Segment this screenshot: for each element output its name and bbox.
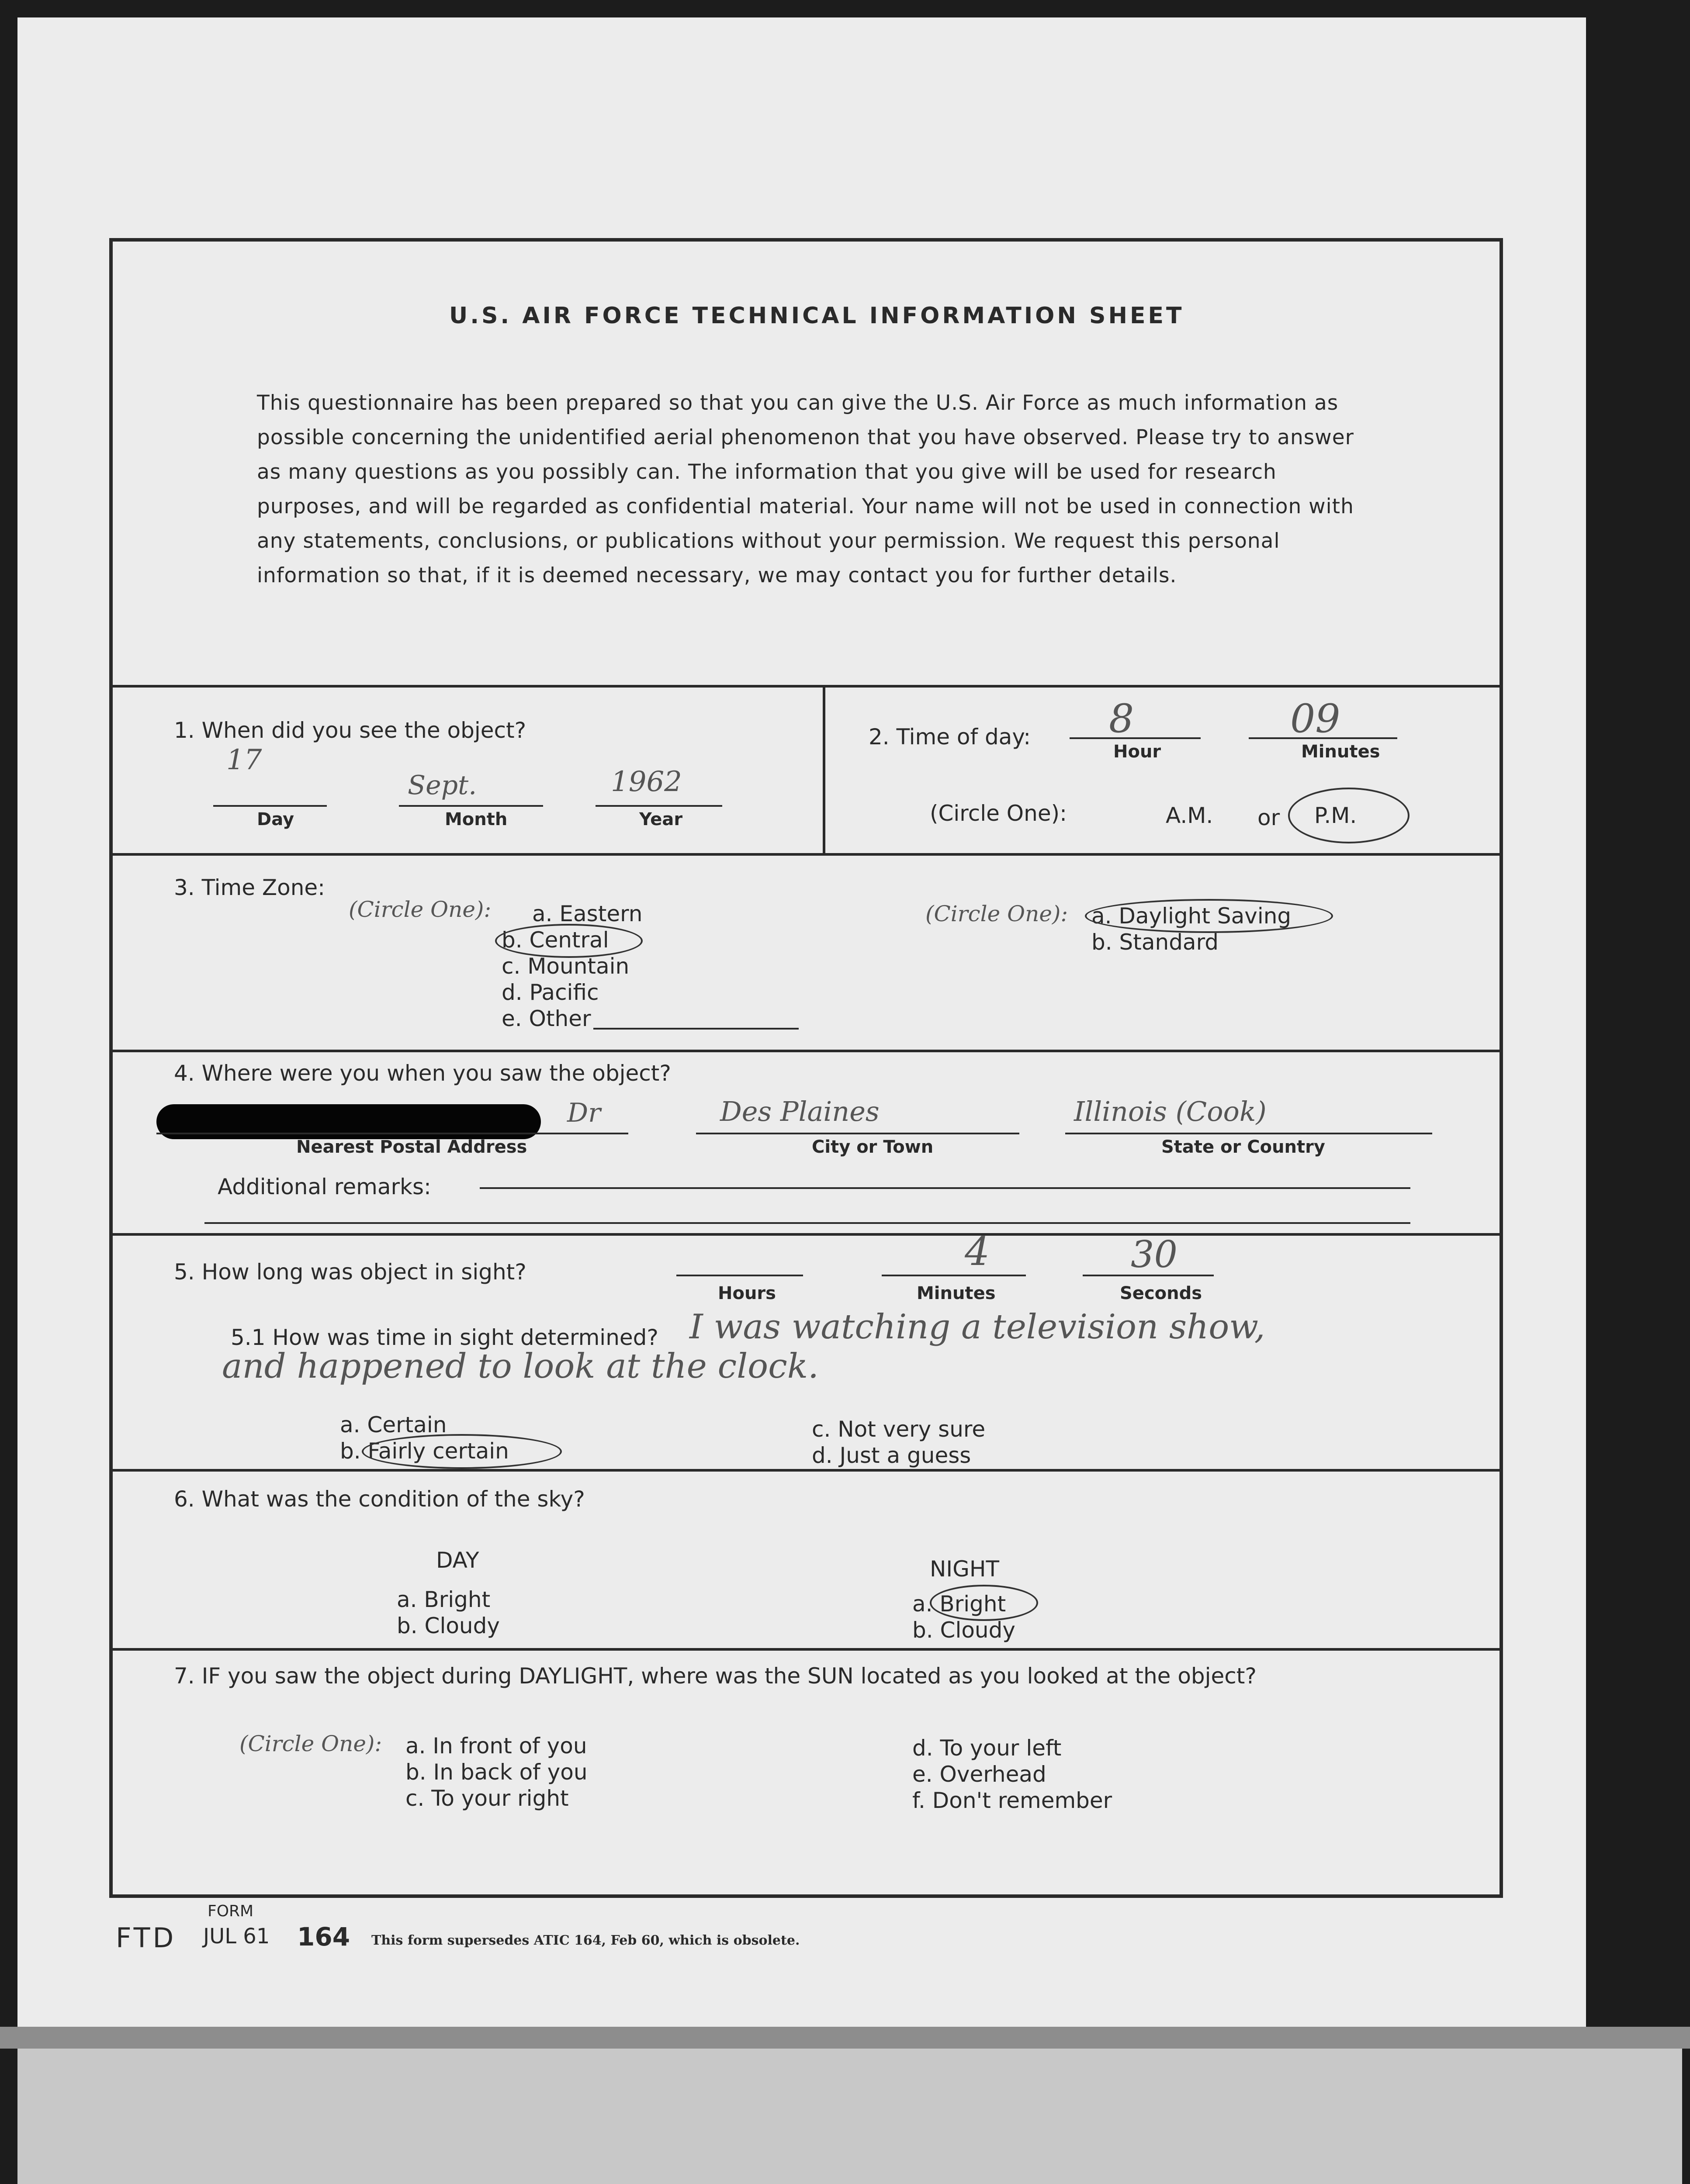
q6-night-cloudy: b. Cloudy xyxy=(912,1617,1015,1643)
q1-month-label: Month xyxy=(445,809,508,829)
q4-city-label: City or Town xyxy=(812,1137,934,1157)
footer-date: JUL 61 xyxy=(203,1924,270,1949)
q5-option-just-a-guess: d. Just a guess xyxy=(812,1443,971,1468)
q6-day-bright: a. Bright xyxy=(397,1587,491,1612)
q5-option-certain: a. Certain xyxy=(340,1412,447,1438)
q6-day-cloudy: b. Cloudy xyxy=(397,1613,500,1638)
q1-label: 1. When did you see the object? xyxy=(174,718,526,743)
q4-address-label: Nearest Postal Address xyxy=(296,1137,527,1157)
q6-night-bright-circle xyxy=(930,1585,1038,1621)
q3-zone-central: b. Central xyxy=(502,927,609,953)
footer-ftd: FTD xyxy=(116,1922,177,1954)
q6-day-heading: DAY xyxy=(436,1548,479,1573)
q2-pm: P.M. xyxy=(1314,803,1357,828)
q3-zone-mountain: c. Mountain xyxy=(502,954,630,979)
q5-option-fairly-certain: b. Fairly certain xyxy=(340,1438,509,1464)
q5-answer-line-2: and happened to look at the clock. xyxy=(222,1347,819,1386)
q3-dst-standard: b. Standard xyxy=(1091,930,1219,955)
q5-seconds-value: 30 xyxy=(1131,1233,1177,1276)
q1-month-line xyxy=(399,805,543,807)
q4-address-line xyxy=(156,1133,628,1134)
q4-state-value: Illinois (Cook) xyxy=(1074,1095,1267,1127)
q2-minutes-line xyxy=(1249,737,1397,739)
q5-hours-label: Hours xyxy=(718,1283,776,1303)
q5-fairly-certain-circle xyxy=(362,1434,562,1469)
q7-option-b: b. In back of you xyxy=(405,1759,588,1785)
q1-year-label: Year xyxy=(639,809,683,829)
q7-option-c: c. To your right xyxy=(405,1786,569,1811)
intro-paragraph: This questionnaire has been prepared so that you can give the U.S. Air Force as much information as possible concerning the unidentified aerial phenomenon that you have observed. Please try to answer as many questions as you possibly can. The information that you give will be used for research purposes, and will be regarded as confidential material. Your name will not be used in connection with any statements, conclusions, or publications without your permission. We request this personal information so that, if it is deemed necessary, we may contact you for further details. xyxy=(257,391,1354,587)
q4-remarks-line-1 xyxy=(480,1187,1410,1189)
q4-city-line xyxy=(696,1133,1019,1134)
footer-form-number: 164 xyxy=(297,1922,350,1952)
q5-seconds-line xyxy=(1083,1275,1214,1276)
q2-hour-line xyxy=(1070,737,1201,739)
q6-night-heading: NIGHT xyxy=(930,1556,1000,1582)
section-1-2-divider xyxy=(823,685,825,853)
section-divider-6 xyxy=(113,1469,1500,1472)
q2-minutes-value: 09 xyxy=(1290,696,1340,742)
section-divider-4 xyxy=(113,1050,1500,1052)
q5-answer-line-1: I was watching a television show, xyxy=(689,1307,1265,1347)
q1-day-value: 17 xyxy=(226,744,262,776)
q7-option-d: d. To your left xyxy=(912,1735,1062,1761)
sheet-edge-strip xyxy=(0,2027,1690,2049)
q2-hour-value: 8 xyxy=(1109,696,1134,742)
form-title: U.S. AIR FORCE TECHNICAL INFORMATION SHEET xyxy=(449,303,1184,329)
backing-board xyxy=(17,2049,1682,2184)
section-divider-7 xyxy=(113,1648,1500,1651)
footer-note: This form supersedes ATIC 164, Feb 60, which is obsolete. xyxy=(371,1933,800,1948)
q4-remarks-label: Additional remarks: xyxy=(218,1174,431,1199)
q3-zone-other: e. Other xyxy=(502,1006,591,1031)
q2-circle-label: (Circle One): xyxy=(930,801,1067,826)
q1-year-line xyxy=(596,805,722,807)
q7-circle-label: (Circle One): xyxy=(239,1731,382,1756)
q5-minutes-label: Minutes xyxy=(917,1283,996,1303)
footer-form-word: FORM xyxy=(208,1902,254,1920)
q4-remarks-line-2 xyxy=(204,1222,1410,1224)
q5-seconds-label: Seconds xyxy=(1120,1283,1202,1303)
q3-zone-pacific: d. Pacific xyxy=(502,980,599,1005)
q2-hour-label: Hour xyxy=(1113,742,1161,762)
q6-label: 6. What was the condition of the sky? xyxy=(174,1486,585,1512)
section-divider-1 xyxy=(113,685,1500,688)
q3-dst-daylight: a. Daylight Saving xyxy=(1091,903,1292,929)
technical-information-form xyxy=(109,238,1503,1898)
q3-circle-label: (Circle One): xyxy=(349,897,492,922)
q7-option-a: a. In front of you xyxy=(405,1733,587,1759)
q7-label: 7. IF you saw the object during DAYLIGHT, where was the SUN located as you looked at the object? xyxy=(174,1663,1257,1689)
q2-am: A.M. xyxy=(1166,803,1213,828)
q4-state-line xyxy=(1065,1133,1432,1134)
q5-minutes-line xyxy=(882,1275,1026,1276)
q3-other-line xyxy=(593,1028,799,1030)
q2-or: or xyxy=(1257,805,1280,830)
q2-minutes-label: Minutes xyxy=(1301,742,1380,762)
q3-zone-eastern: a. Eastern xyxy=(532,901,643,926)
q5-1-label: 5.1 How was time in sight determined? xyxy=(231,1325,658,1350)
q3-central-circle xyxy=(495,924,643,958)
section-divider-5 xyxy=(113,1233,1500,1236)
q4-address-value: Dr xyxy=(567,1098,601,1128)
q1-day-label: Day xyxy=(257,809,294,829)
q2-label: 2. Time of day: xyxy=(869,724,1031,750)
q4-state-label: State or Country xyxy=(1161,1137,1325,1157)
q4-city-value: Des Plaines xyxy=(720,1095,880,1127)
q5-hours-line xyxy=(676,1275,803,1276)
q5-label: 5. How long was object in sight? xyxy=(174,1259,526,1285)
q6-night-bright: a. Bright xyxy=(912,1591,1006,1617)
q5-minutes-value: 4 xyxy=(965,1229,990,1275)
q5-option-not-very-sure: c. Not very sure xyxy=(812,1417,986,1442)
q3-label: 3. Time Zone: xyxy=(174,875,325,900)
q1-month-value: Sept. xyxy=(408,770,477,801)
q3-dst-circle-label: (Circle One): xyxy=(925,901,1068,926)
q7-option-e: e. Overhead xyxy=(912,1762,1046,1787)
q2-pm-circle xyxy=(1288,788,1409,843)
q7-option-f: f. Don't remember xyxy=(912,1788,1112,1813)
q1-day-line xyxy=(213,805,327,807)
q1-year-value: 1962 xyxy=(611,766,682,798)
section-divider-3 xyxy=(113,853,1500,856)
q3-daylight-circle xyxy=(1085,899,1333,933)
q4-label: 4. Where were you when you saw the object? xyxy=(174,1061,671,1086)
